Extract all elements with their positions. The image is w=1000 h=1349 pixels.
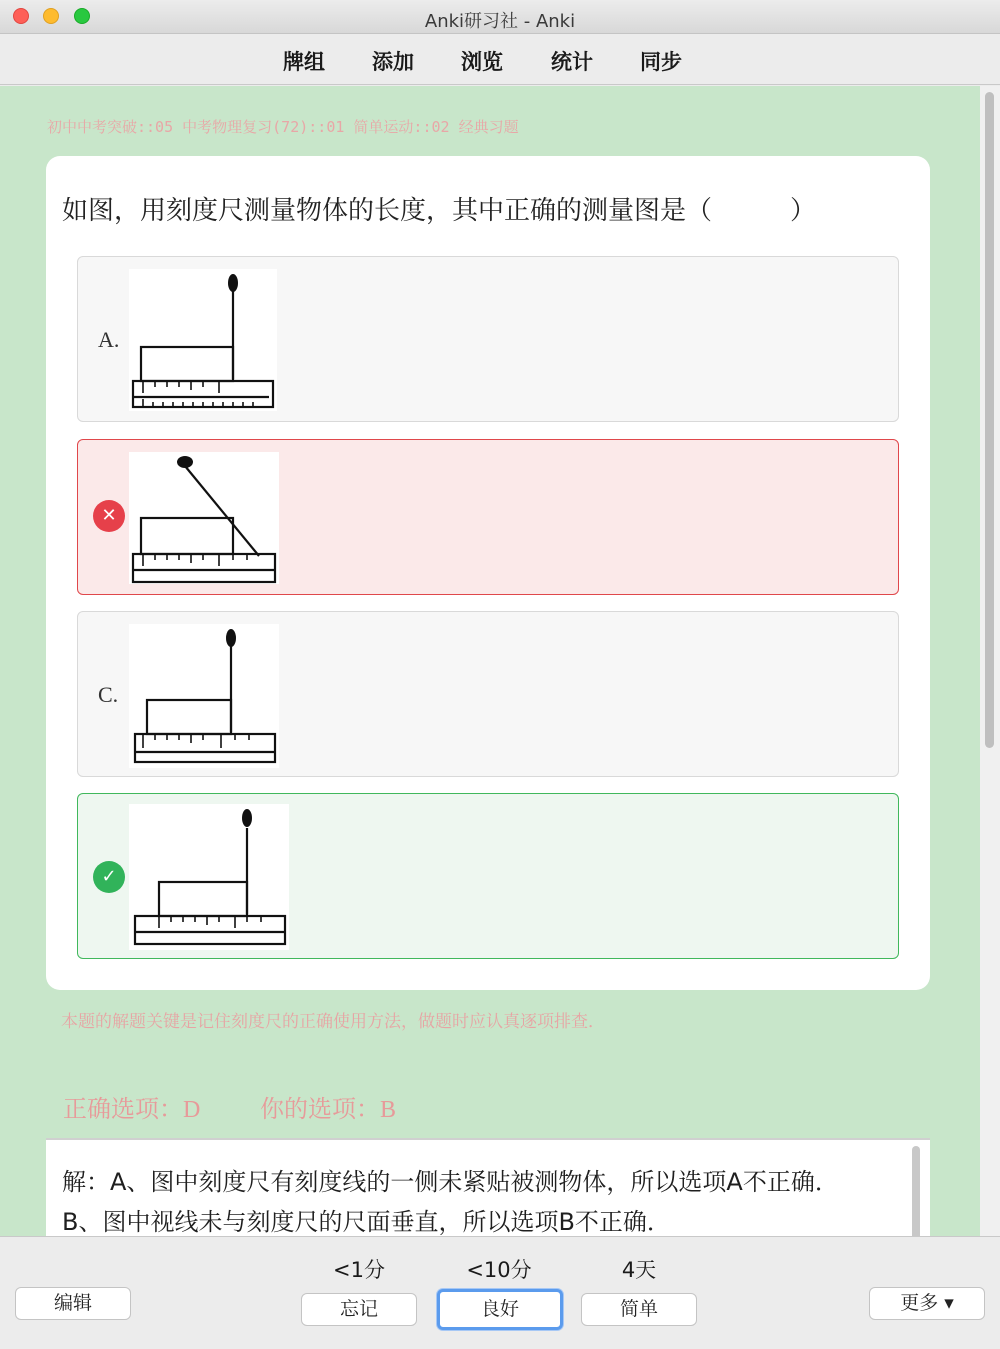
explanation-line-2: B、图中视线未与刻度尺的尺面垂直，所以选项B不正确． [62,1208,671,1236]
explanation-box [46,1138,930,1236]
toolbar-browse[interactable]: 浏览 [461,50,503,74]
explanation-line-1: 解：A、图中刻度尺有刻度线的一侧未紧贴被测物体，所以选项A不正确． [62,1168,839,1196]
option-a-figure [129,269,277,411]
review-content [0,86,1000,1236]
again-interval: <1分 [333,1258,385,1282]
more-button[interactable]: 更多 ▾ [869,1287,985,1320]
toolbar-sync[interactable]: 同步 [640,50,682,74]
good-button[interactable]: 良好 [437,1289,563,1330]
option-b-figure [129,452,279,584]
correct-badge [93,861,125,893]
option-a[interactable] [77,256,899,422]
your-answer: 你的选项：B [260,1097,397,1123]
close-icon: ✕ [101,505,117,526]
option-b[interactable] [77,439,899,595]
question-text: 如图，用刻度尺测量物体的长度，其中正确的测量图是（ ） [62,196,817,226]
window-titlebar [0,0,1000,34]
option-a-label: A. [98,327,120,352]
content-scroll-thumb[interactable] [985,92,994,748]
correct-answer: 正确选项：D [63,1097,201,1123]
option-c-label: C. [98,682,119,707]
deck-path: 初中中考突破::05 中考物理复习(72)::01 简单运动::02 经典习题 [47,118,519,136]
wrong-badge [93,500,125,532]
option-d[interactable] [77,793,899,959]
easy-interval: 4天 [621,1258,657,1282]
window-title: Anki研习社 - Anki [424,11,576,32]
option-d-figure [129,804,289,950]
answer-bar [0,1236,1000,1349]
option-c-figure [129,624,279,768]
toolbar-add[interactable]: 添加 [372,50,414,74]
check-icon: ✓ [101,866,117,887]
explanation-scrollbar[interactable] [912,1146,920,1236]
toolbar-decks[interactable]: 牌组 [283,50,325,74]
option-c[interactable] [77,611,899,777]
easy-button[interactable]: 简单 [581,1293,697,1326]
edit-button[interactable]: 编辑 [15,1287,131,1320]
good-interval: <10分 [466,1258,532,1282]
main-toolbar [0,35,1000,85]
again-button[interactable]: 忘记 [301,1293,417,1326]
toolbar-stats[interactable]: 统计 [551,50,593,74]
hint-text: 本题的解题关键是记住刻度尺的正确使用方法，做题时应认真逐项排查． [61,1012,605,1032]
question-card [46,156,930,990]
